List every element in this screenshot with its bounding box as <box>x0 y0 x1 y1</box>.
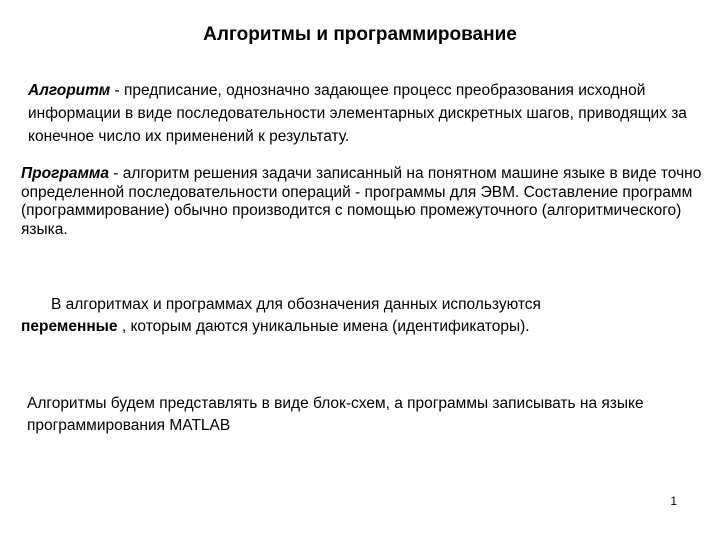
algorithm-term: Алгоритм <box>28 82 111 99</box>
representation-paragraph: Алгоритмы будем представлять в виде блок-схем, а программы записывать на языке программирования MATLAB <box>27 395 644 434</box>
variables-term: переменные <box>21 318 118 335</box>
slide-title: Алгоритмы и программирование <box>203 24 517 45</box>
algorithm-definition-text: - предписание, однозначно задающее процесс преобразования исходной информации в виде последовательности элементарных дискретных шагов, приводящих за конечное число их применений к результату. <box>28 82 687 145</box>
page-number: 1 <box>670 494 677 508</box>
program-term: Программа <box>21 165 109 182</box>
program-definition-text: - алгоритм решения задачи записанный на понятном машине языке в виде точно определенной последовательности операций - программы для ЭВМ. Составление программ (программирование) обычно производится с помощью промежуточного (алгоритмического) языка. <box>21 165 702 238</box>
variables-lead-text: В алгоритмах и программах для обозначения данных используются <box>51 296 541 313</box>
variables-paragraph <box>21 294 711 338</box>
algorithm-definition <box>28 79 708 148</box>
program-definition <box>21 165 711 239</box>
variables-tail-text: , которым даются уникальные имена (идентификаторы). <box>117 318 530 335</box>
